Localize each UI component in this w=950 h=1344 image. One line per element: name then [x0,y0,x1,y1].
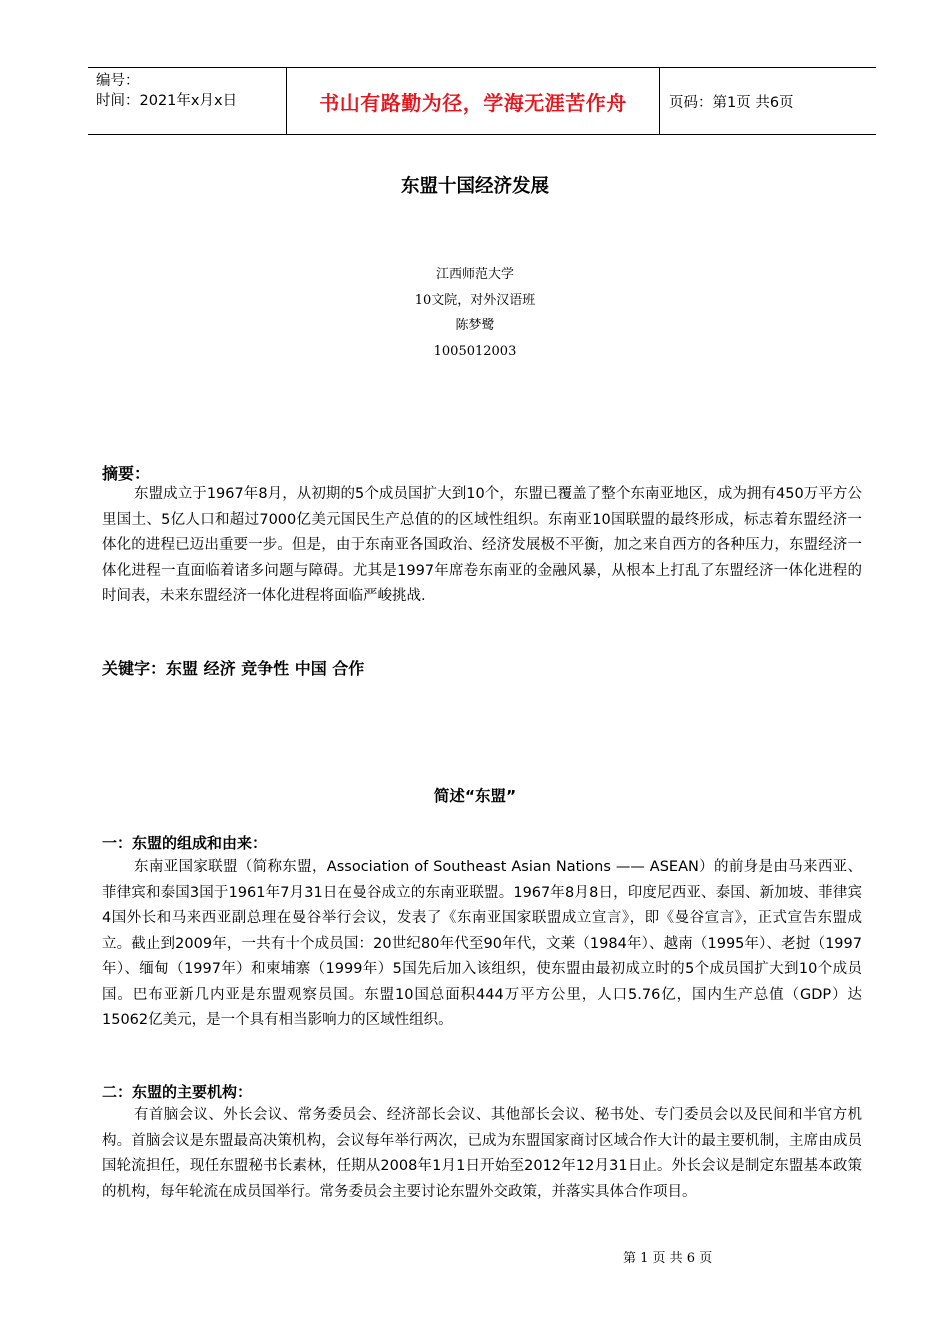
abstract-label: 摘要： [102,464,151,483]
header-page-info: 页码：第1页 共6页 [669,94,794,111]
header-time-label: 时间：2021年x月x日 [96,93,238,109]
header-table [88,67,876,135]
header-meta-cell [88,68,287,134]
author-name: 陈梦鹭 [455,318,495,333]
author-student-id: 1005012003 [433,343,517,359]
author-department: 10文院，对外汉语班 [414,292,536,308]
document-title: 东盟十国经济发展 [400,176,549,197]
keywords-line: 关键字：东盟 经济 竞争性 中国 合作 [102,659,365,678]
subsection-2-title: 二：东盟的主要机构： [102,1083,253,1101]
subsection-2-paragraph: 有首脑会议、外长会议、常务委员会、经济部长会议、其他部长会议、秘书处、专门委员会以及民间和半官方机构。首脑会议是东盟最高决策机构，会议每年举行两次，已成为东盟国家商讨区域合作大计的最主要机制，主席由成员国轮流担任，现任东盟秘书长素林，任期从2008年1月1日开始至2012年12月31日止。外长会议是制定东盟基本政策的机构，每年轮流在成员国举行。常务委员会主要讨论东盟外交政策，并落实具体合作项目。 [102,1107,862,1200]
footer-page-number: 第 1 页 共 6 页 [623,1251,713,1266]
abstract-paragraph: 东盟成立于1967年8月，从初期的5个成员国扩大到10个，东盟已覆盖了整个东南亚地区，成为拥有450万平方公里国土、5亿人口和超过7000亿美元国民生产总值的的区域性组织。东南亚10国联盟的最终形成，标志着东盟经济一体化的进程已迈出重要一步。但是，由于东南亚各国政治、经济发展极不平衡，加之来自西方的各种压力，东盟经济一体化进程一直面临着诸多问题与障碍。尤其是1997年席卷东南亚的金融风暴，从根本上打乱了东盟经济一体化进程的时间表，未来东盟经济一体化进程将面临严峻挑战. [102,486,862,604]
subsection-1-title: 一：东盟的组成和由来： [102,834,268,852]
author-block [0,262,950,364]
author-university: 江西师范大学 [435,267,514,282]
subsection-1-paragraph: 东南亚国家联盟（简称东盟，Association of Southeast Asian Nations —— ASEAN）的前身是由马来西亚、菲律宾和泰国3国于1961年7月31日在曼谷成立的东南亚联盟。1967年8月8日，印度尼西亚、泰国、新加坡、菲律宾4国外长和马来西亚副总理在曼谷举行会议，发表了《东南亚国家联盟成立宣言》，即《曼谷宣言》，正式宣告东盟成立。截止到2009年，一共有十个成员国：20世纪80年代至90年代，文莱（1984年）、越南（1995年）、老挝（1997年）、缅甸（1997年）和柬埔寨（1999年）5国先后加入该组织，使东盟由最初成立时的5个成员国扩大到10个成员国。巴布亚新几内亚是东盟观察员国。东盟10国总面积444万平方公里，人口5.76亿，国内生产总值（GDP）达15062亿美元，是一个具有相当影响力的区域性组织。 [102,859,862,1028]
header-motto: 书山有路勤为径，学海无涯苦作舟 [287,68,660,134]
header-number-label: 编号： [96,73,140,89]
section-title: 简述“东盟” [433,787,517,805]
